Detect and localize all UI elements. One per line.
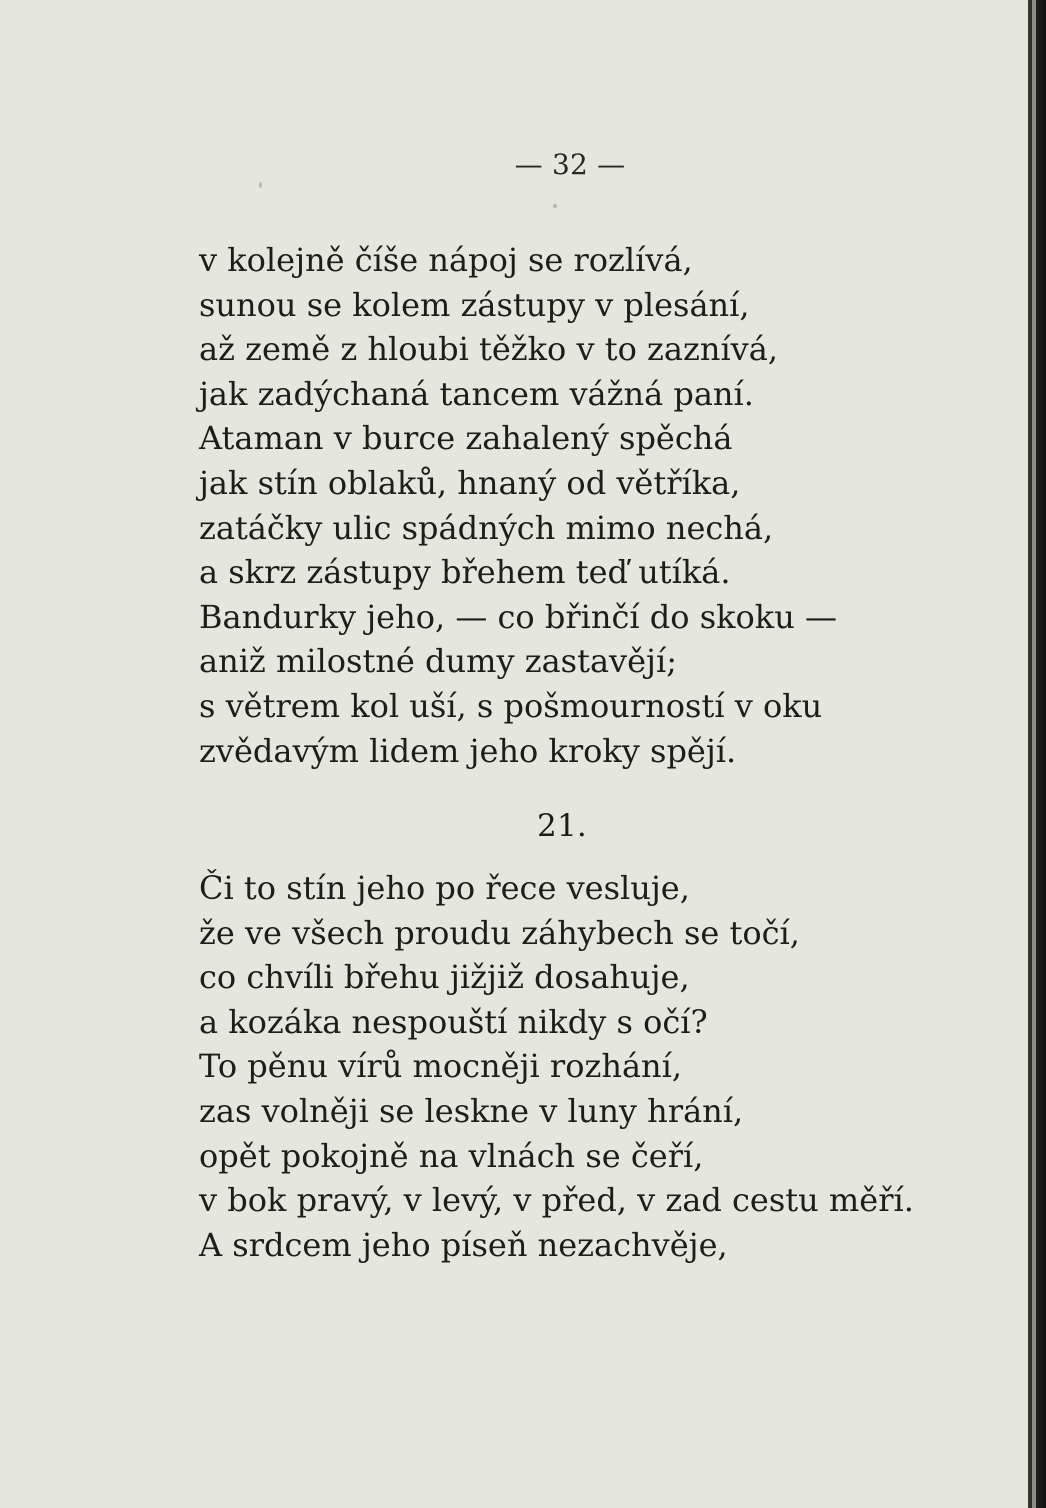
verse-line: Či to stín jeho po řece vesluje, bbox=[199, 869, 690, 907]
verse-line: zas volněji se leskne v luny hrání, bbox=[199, 1091, 744, 1130]
verse-line: sunou se kolem zástupy v plesání, bbox=[199, 285, 750, 324]
paper-speck bbox=[553, 204, 557, 208]
verse-line: Bandurky jeho, — co břinčí do skoku — bbox=[199, 597, 837, 636]
stanza-2 bbox=[199, 866, 914, 1267]
verse-line: Ataman v burce zahalený spěchá bbox=[199, 419, 733, 458]
verse-line: opět pokojně na vlnách se čeří, bbox=[199, 1136, 704, 1175]
verse-line: a kozáka nespouští nikdy s očí? bbox=[199, 1002, 708, 1041]
page-edge-strip bbox=[1032, 0, 1036, 1508]
section-number: 21. bbox=[537, 808, 587, 844]
scan-page-edge bbox=[1028, 0, 1046, 1508]
verse-line: v bok pravý, v levý, v před, v zad cestu měří. bbox=[199, 1181, 914, 1220]
verse-line: A srdcem jeho píseň nezachvěje, bbox=[199, 1225, 728, 1264]
verse-line: a skrz zástupy břehem teď utíká. bbox=[199, 553, 731, 592]
verse-line: zatáčky ulic spádných mimo nechá, bbox=[199, 508, 774, 547]
stanza-1 bbox=[199, 238, 837, 773]
verse-line: jak stín oblaků, hnaný od větříka, bbox=[199, 463, 741, 502]
verse-line: s větrem kol uší, s pošmourností v oku bbox=[199, 686, 823, 725]
verse-line: zvědavým lidem jeho kroky spějí. bbox=[199, 731, 737, 770]
verse-line: až země z hloubi těžko v to zaznívá, bbox=[199, 330, 778, 369]
paper-speck bbox=[259, 182, 262, 188]
verse-line: To pěnu vírů mocněji rozhání, bbox=[199, 1047, 683, 1086]
verse-line: že ve všech proudu záhybech se točí, bbox=[199, 913, 800, 952]
verse-line: co chvíli břehu jižjiž dosahuje, bbox=[199, 958, 690, 997]
verse-line: aniž milostné dumy zastavějí; bbox=[199, 642, 677, 681]
verse-line: v kolejně číše nápoj se rozlívá, bbox=[199, 241, 693, 279]
verse-line: jak zadýchaná tancem vážná paní. bbox=[199, 374, 754, 413]
page-number: — 32 — bbox=[514, 148, 626, 181]
